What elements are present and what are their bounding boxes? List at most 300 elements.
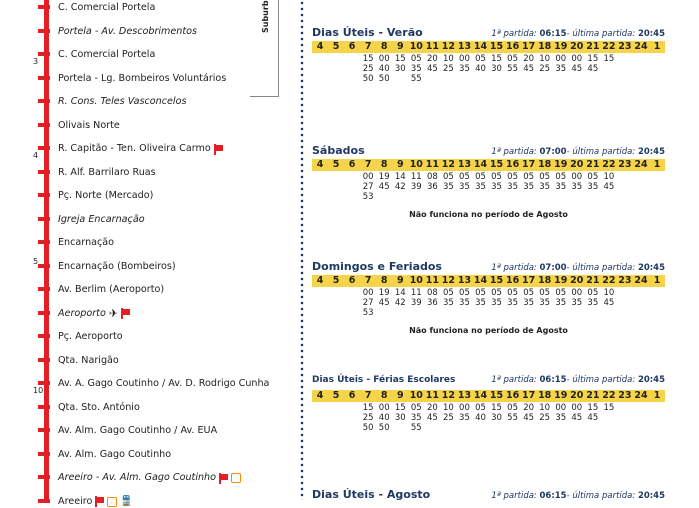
schedule-title: Dias Úteis - Agosto	[312, 488, 431, 501]
stop-name: Olivais Norte	[58, 119, 120, 131]
stop-item[interactable]	[58, 167, 156, 179]
minute-value: 36	[426, 182, 438, 192]
minute-value: 00	[459, 54, 470, 64]
minutes-column	[472, 403, 488, 433]
stop-name: Pç. Norte (Mercado)	[58, 190, 154, 201]
minute-value: 00	[571, 172, 583, 182]
hour-cell: 14	[473, 390, 488, 401]
hour-cell: 5	[332, 275, 340, 286]
stop-item[interactable]	[58, 120, 120, 132]
minute-value: 50	[362, 74, 374, 84]
minute-value: 25	[362, 64, 374, 74]
schedule-block	[312, 144, 665, 219]
stop-name: Qta. Sto. António	[58, 401, 140, 413]
hour-cell: 9	[396, 390, 404, 401]
minute-value: 15	[394, 54, 406, 64]
hour-cell: 24	[634, 41, 648, 52]
minutes-column	[633, 172, 649, 202]
minutes-column	[424, 403, 440, 433]
hour-cell: 20	[570, 159, 584, 170]
schedule-block	[312, 375, 665, 433]
stop-item[interactable]	[58, 214, 145, 226]
minute-value: 35	[523, 182, 535, 192]
hour-cell: 13	[457, 159, 472, 170]
minute-value: 14	[394, 172, 406, 182]
hour-cell: 8	[380, 159, 388, 170]
last-departure-label: - última partida:	[566, 29, 638, 39]
minutes-column	[617, 403, 633, 433]
minute-value: 27	[362, 298, 374, 308]
stop-item[interactable]	[58, 2, 155, 14]
minutes-column	[344, 172, 360, 202]
minutes-column	[392, 288, 408, 318]
hour-cell: 17	[522, 275, 536, 286]
minutes-column	[537, 288, 553, 318]
minute-value: 27	[362, 182, 374, 192]
stop-tick	[38, 99, 50, 103]
minute-value: 08	[426, 172, 438, 182]
hour-cell: 14	[473, 159, 488, 170]
schedule-header	[312, 144, 665, 157]
schedule-header	[312, 488, 665, 501]
stop-tick	[38, 311, 50, 315]
minute-value: 45	[523, 413, 535, 423]
hour-cell: 5	[332, 390, 340, 401]
minute-value: 19	[378, 172, 390, 182]
minutes-column	[569, 54, 585, 84]
hour-cell: 21	[586, 275, 600, 286]
minutes-column	[440, 54, 456, 84]
last-departure-label: - última partida:	[566, 491, 638, 501]
minute-value: 45	[571, 64, 583, 74]
minute-value: 00	[362, 288, 374, 298]
last-departure-label: - última partida:	[566, 375, 638, 385]
minute-value: 25	[539, 64, 551, 74]
hour-cell: 14	[473, 275, 488, 286]
minute-value: 05	[475, 172, 486, 182]
hour-cell: 10	[409, 275, 423, 286]
stop-name: Areeiro	[58, 495, 93, 507]
minutes-column	[360, 288, 376, 318]
minute-value: 35	[475, 298, 486, 308]
minute-value: 35	[555, 413, 567, 423]
hour-cell: 4	[316, 159, 324, 170]
stop-name: Av. Alm. Gago Coutinho	[58, 448, 172, 460]
minutes-column	[328, 54, 344, 84]
minutes-column	[344, 288, 360, 318]
stop-tick	[38, 52, 50, 56]
minute-value: 55	[507, 413, 518, 423]
hour-cell: 7	[364, 41, 372, 52]
stop-tick	[38, 499, 50, 503]
hours-row	[312, 41, 665, 53]
minute-value: 05	[507, 403, 518, 413]
minutes-column	[408, 403, 424, 433]
minutes-column	[456, 54, 472, 84]
hour-cell: 4	[316, 390, 324, 401]
hour-cell: 23	[618, 275, 632, 286]
last-departure-time: 20:45	[637, 29, 665, 39]
minutes-column	[489, 172, 505, 202]
hour-cell: 14	[473, 41, 488, 52]
hour-cell: 18	[538, 41, 552, 52]
minutes-column	[521, 54, 537, 84]
stop-item[interactable]	[58, 49, 155, 61]
stop-name: Pç. Aeroporto	[58, 331, 123, 342]
minutes-column	[312, 403, 328, 433]
minutes-column	[585, 172, 601, 202]
hour-cell: 6	[348, 41, 356, 52]
hour-cell: 1	[653, 41, 661, 52]
hour-cell: 1	[653, 159, 661, 170]
minutes-column	[489, 288, 505, 318]
minute-value: 45	[426, 64, 438, 74]
stop-tick	[38, 381, 50, 385]
minutes-column	[312, 54, 328, 84]
minute-value: 05	[475, 288, 486, 298]
minute-value: 53	[362, 192, 374, 202]
schedule-title: Sábados	[312, 144, 365, 157]
minute-value: 45	[587, 413, 599, 423]
stop-item[interactable]	[58, 190, 153, 202]
minute-value: 35	[491, 182, 502, 192]
minute-value: 00	[571, 54, 583, 64]
last-departure-time: 20:45	[637, 263, 665, 273]
first-departure-time: 06:15	[539, 29, 567, 39]
stop-tick	[38, 405, 50, 409]
hour-cell: 16	[505, 275, 520, 286]
flag-icon	[95, 496, 104, 507]
bus-icon	[107, 497, 117, 507]
zone-label: 4	[33, 151, 39, 160]
hour-cell: 11	[425, 159, 439, 170]
stop-item[interactable]	[58, 143, 223, 155]
minute-value: 25	[539, 413, 551, 423]
first-departure-label: 1ª partida:	[491, 491, 540, 501]
schedule-info	[491, 147, 665, 157]
minute-value: 10	[442, 403, 454, 413]
minutes-row	[312, 172, 665, 202]
minute-value: 05	[442, 172, 454, 182]
minutes-column	[424, 54, 440, 84]
suburb-bracket-foot	[250, 96, 279, 97]
minutes-column	[601, 403, 617, 433]
minute-value: 15	[587, 403, 599, 413]
hour-cell: 21	[586, 159, 600, 170]
minutes-column	[328, 288, 344, 318]
minute-value: 35	[571, 182, 583, 192]
hour-cell: 22	[602, 275, 616, 286]
stop-item[interactable]	[58, 472, 241, 484]
hour-cell: 12	[441, 275, 456, 286]
minutes-column	[472, 288, 488, 318]
minutes-column	[649, 172, 665, 202]
minute-value: 05	[459, 288, 470, 298]
hour-cell: 22	[602, 159, 616, 170]
minutes-column	[360, 172, 376, 202]
minutes-column	[521, 403, 537, 433]
hour-cell: 20	[570, 275, 584, 286]
minute-value: 45	[571, 413, 583, 423]
stop-item[interactable]	[58, 237, 114, 249]
minute-value: 30	[491, 64, 502, 74]
stop-name: Igreja Encarnação	[58, 213, 145, 225]
hour-cell: 12	[441, 41, 456, 52]
last-departure-time: 20:45	[637, 491, 665, 501]
suburb-bracket	[278, 0, 279, 96]
minutes-column	[472, 54, 488, 84]
minute-value: 05	[491, 172, 502, 182]
minutes-column	[521, 288, 537, 318]
minute-value: 35	[507, 298, 518, 308]
minutes-row	[312, 288, 665, 318]
minutes-column	[376, 288, 392, 318]
minutes-column	[392, 403, 408, 433]
minute-value: 14	[394, 288, 406, 298]
minutes-row	[312, 403, 665, 433]
minute-value: 00	[362, 172, 374, 182]
route-panel	[0, 0, 300, 507]
stop-item[interactable]	[58, 378, 269, 390]
minutes-column	[424, 172, 440, 202]
minute-value: 35	[459, 64, 470, 74]
minute-value: 42	[394, 298, 406, 308]
hours-row	[312, 390, 665, 402]
minutes-column	[489, 54, 505, 84]
schedule-block	[312, 26, 665, 84]
schedule-info	[491, 375, 665, 385]
minute-value: 25	[442, 64, 454, 74]
minutes-column	[633, 403, 649, 433]
minutes-column	[617, 54, 633, 84]
stop-tick	[38, 29, 50, 33]
first-departure-label: 1ª partida:	[491, 263, 540, 273]
zone-label: 3	[33, 57, 39, 66]
stop-name: Av. Berlim (Aeroporto)	[58, 284, 165, 295]
stop-item[interactable]	[58, 355, 119, 367]
hour-cell: 11	[425, 275, 439, 286]
stop-tick	[38, 193, 50, 197]
hour-cell: 22	[602, 390, 616, 401]
hour-cell: 23	[618, 390, 632, 401]
schedule-header	[312, 26, 665, 39]
hour-cell: 8	[380, 275, 388, 286]
hour-cell: 9	[396, 159, 404, 170]
minutes-column	[537, 172, 553, 202]
stop-tick	[38, 264, 50, 268]
stop-item[interactable]	[58, 402, 140, 414]
minutes-column	[360, 403, 376, 433]
minute-value: 55	[410, 74, 422, 84]
stop-name: Av. Alm. Gago Coutinho / Av. EUA	[58, 425, 218, 436]
minutes-column	[553, 403, 569, 433]
minutes-row	[312, 54, 665, 84]
bus-icon	[231, 473, 241, 483]
minutes-column	[328, 172, 344, 202]
minutes-column	[569, 288, 585, 318]
stop-item[interactable]	[58, 26, 197, 38]
hour-cell: 11	[425, 41, 439, 52]
minutes-column	[585, 288, 601, 318]
hour-cell: 21	[586, 41, 600, 52]
minute-value: 15	[394, 403, 406, 413]
minutes-column	[617, 288, 633, 318]
minutes-column	[344, 54, 360, 84]
minutes-column	[489, 403, 505, 433]
minute-value: 10	[442, 54, 454, 64]
minutes-column	[553, 54, 569, 84]
hour-cell: 20	[570, 390, 584, 401]
minute-value: 00	[571, 403, 583, 413]
minute-value: 11	[410, 172, 422, 182]
hour-cell: 5	[332, 159, 340, 170]
hour-cell: 23	[618, 159, 632, 170]
first-departure-time: 07:00	[539, 147, 567, 157]
stop-tick	[38, 475, 50, 479]
minute-value: 45	[603, 298, 615, 308]
minute-value: 55	[507, 64, 518, 74]
minutes-column	[312, 172, 328, 202]
stop-item[interactable]	[58, 449, 171, 461]
hour-cell: 15	[489, 275, 504, 286]
minute-value: 45	[587, 64, 599, 74]
hour-cell: 1	[653, 275, 661, 286]
stop-item[interactable]	[58, 425, 217, 437]
first-departure-time: 07:00	[539, 263, 567, 273]
stop-name: Portela - Av. Descobrimentos	[58, 25, 198, 37]
stop-name: Areeiro - Av. Alm. Gago Coutinho	[58, 472, 217, 483]
minute-value: 50	[378, 74, 390, 84]
minutes-column	[553, 288, 569, 318]
first-departure-time: 06:15	[539, 491, 567, 501]
minute-value: 35	[523, 298, 535, 308]
hour-cell: 12	[441, 390, 456, 401]
hour-cell: 19	[554, 275, 568, 286]
minute-value: 20	[523, 54, 535, 64]
minute-value: 35	[459, 182, 470, 192]
hour-cell: 9	[396, 275, 404, 286]
minutes-column	[376, 54, 392, 84]
hour-cell: 13	[457, 275, 472, 286]
minute-value: 10	[603, 172, 615, 182]
minute-value: 35	[442, 298, 454, 308]
schedule-header	[312, 260, 665, 273]
schedule-info	[491, 29, 665, 39]
minute-value: 05	[555, 172, 567, 182]
stop-name: C. Comercial Portela	[58, 49, 156, 60]
hour-cell: 6	[348, 390, 356, 401]
stop-name: Portela - Lg. Bombeiros Voluntários	[58, 72, 227, 84]
minutes-column	[344, 403, 360, 433]
schedule-title: Domingos e Feriados	[312, 260, 442, 273]
stop-item[interactable]	[58, 73, 226, 85]
minutes-column	[456, 288, 472, 318]
minute-value: 35	[442, 182, 454, 192]
first-departure-label: 1ª partida:	[491, 147, 540, 157]
hour-cell: 8	[380, 390, 388, 401]
minute-value: 30	[394, 413, 406, 423]
minutes-column	[649, 288, 665, 318]
first-departure-time: 06:15	[539, 375, 567, 385]
hour-cell: 18	[538, 159, 552, 170]
flag-icon	[214, 144, 223, 155]
minute-value: 00	[378, 54, 390, 64]
flag-icon	[121, 308, 130, 319]
stop-item[interactable]	[58, 96, 186, 108]
minutes-column	[537, 403, 553, 433]
stop-tick	[38, 123, 50, 127]
stop-item[interactable]	[58, 331, 123, 343]
minutes-column	[601, 172, 617, 202]
minute-value: 25	[362, 413, 374, 423]
minute-value: 00	[459, 403, 470, 413]
hour-cell: 24	[634, 275, 648, 286]
stop-item[interactable]	[58, 284, 164, 296]
minute-value: 35	[507, 182, 518, 192]
stop-name: Av. A. Gago Coutinho / Av. D. Rodrigo Cunha	[58, 378, 270, 389]
minute-value: 39	[410, 182, 422, 192]
hour-cell: 24	[634, 390, 648, 401]
dotted-divider	[300, 0, 304, 500]
stop-item[interactable]	[58, 308, 130, 320]
hour-cell: 16	[505, 41, 520, 52]
hour-cell: 10	[409, 159, 423, 170]
stop-tick	[38, 146, 50, 150]
minutes-column	[392, 172, 408, 202]
minute-value: 00	[555, 403, 567, 413]
minutes-column	[408, 54, 424, 84]
last-departure-label: - última partida:	[566, 263, 638, 273]
minute-value: 42	[394, 182, 406, 192]
hour-cell: 18	[538, 390, 552, 401]
schedule-header	[312, 375, 665, 388]
minute-value: 05	[523, 172, 535, 182]
minutes-column	[424, 288, 440, 318]
minute-value: 35	[410, 64, 422, 74]
hour-cell: 19	[554, 390, 568, 401]
schedule-info	[491, 263, 665, 273]
minutes-column	[360, 54, 376, 84]
minute-value: 05	[410, 54, 422, 64]
stop-name: Qta. Narigão	[58, 354, 119, 366]
minute-value: 53	[362, 308, 374, 318]
minutes-column	[633, 288, 649, 318]
minute-value: 40	[378, 413, 390, 423]
stop-name: R. Cons. Teles Vasconcelos	[58, 96, 187, 107]
hour-cell: 15	[489, 159, 504, 170]
hour-cell: 6	[348, 159, 356, 170]
minute-value: 00	[378, 403, 390, 413]
stop-item[interactable]	[58, 261, 176, 273]
hour-cell: 7	[364, 159, 372, 170]
stop-name: R. Alf. Barrilaro Ruas	[58, 166, 156, 178]
hour-cell: 6	[348, 275, 356, 286]
minutes-column	[328, 403, 344, 433]
hour-cell: 7	[364, 390, 372, 401]
stop-item[interactable]	[58, 496, 133, 508]
minutes-column	[440, 403, 456, 433]
minute-value: 15	[362, 403, 374, 413]
hour-cell: 11	[425, 390, 439, 401]
minute-value: 05	[539, 288, 551, 298]
hour-cell: 18	[538, 275, 552, 286]
schedule-note: Não funciona no período de Agosto	[409, 210, 568, 219]
hour-cell: 8	[380, 41, 388, 52]
minute-value: 35	[539, 298, 551, 308]
minute-value: 05	[475, 403, 486, 413]
schedule-block	[312, 488, 665, 501]
minute-value: 45	[603, 182, 615, 192]
